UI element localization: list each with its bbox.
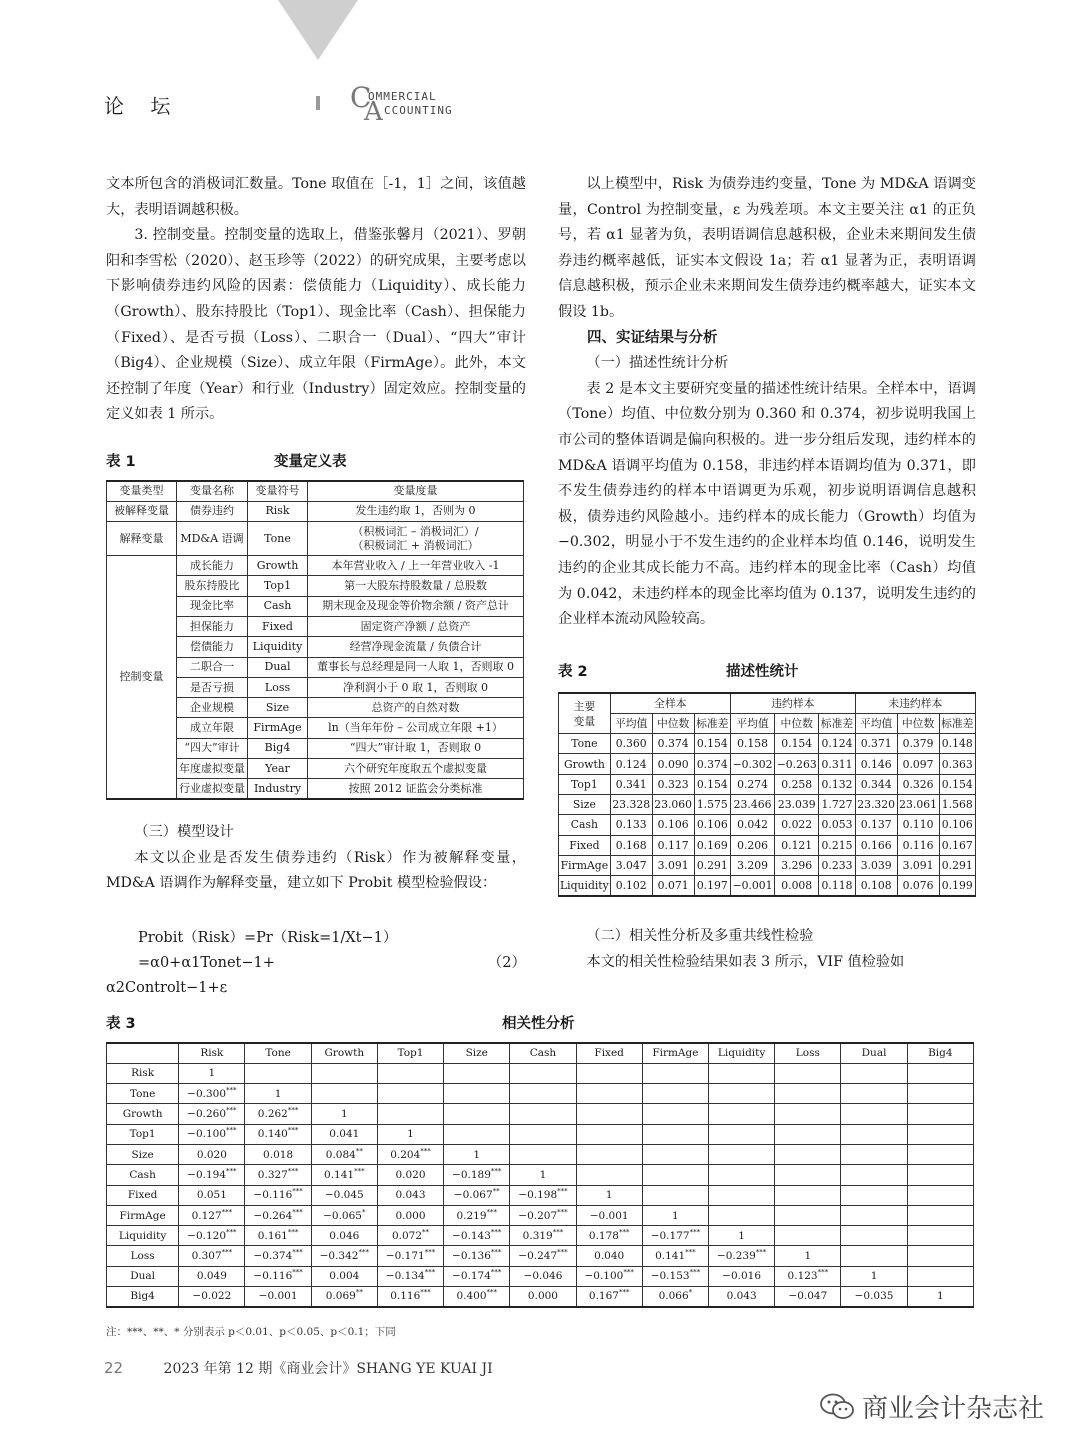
table-cell: 1 [179,1063,245,1083]
table-cell: 0.018 [245,1144,311,1164]
table-cell: 0.258 [775,774,819,794]
table-cell [245,1063,311,1083]
table-cell: 0.219*** [444,1205,510,1225]
table-row [559,754,976,774]
table-cell: 0.022 [775,815,819,835]
table-cell: 0.106 [694,815,730,835]
paragraph: 本文以企业是否发生债券违约（Risk）作为被解释变量，MD&A 语调作为解释变量，建立如下 Probit 模型检验假设： [106,849,526,892]
table-cell: −0.171*** [377,1246,443,1266]
table-cell: 0.166 [855,835,897,855]
wechat-brand [820,1388,1044,1425]
variable-definition-table: 变量类型 变量名称 变量符号 变量度量 被解释变量 债券违约 Risk 发生违约取 1，否则为 0 解释变量 MD&A 语调 Tone （积极词汇 – 消极词汇）/ （积极词汇 + 消极词汇） 控制变量 成长能力 Growth 本年营业收入 / 上一年营业收入 -1 股东持股比 Top1 第一大股东持股数量 / 总股数 现金比率 Cash 期末现金及现金等价物余额 / 资产总计 担保能力 Fixed 固定资产净额 / 总资产 偿债能力 Liquidity 经营净现金流量 / 负债合计 二职合一 Dual 董事长与总经理是同一人取 1，否则取 0 是否亏损 Loss 净利润小于 0 取 1，否则取 0 企业规模 Size 总资产的自然对数 成立年限 FirmAge ln（当年年份 – 公司成立年限 +1） “四大”审计 Big4 “四大”审计取 1，否则取 0 年度虚拟变量 Year 六个研究年度取五个虚拟变量 行业虚拟变量 Industry 按照 2012 证监会分类标准 [106,480,524,800]
table-cell: −0.001 [245,1287,311,1307]
table-cell: 0.116*** [377,1287,443,1307]
table-cell [444,1104,510,1124]
table-cell [775,1124,841,1144]
table-cell: −0.134*** [377,1266,443,1286]
table-row [107,1104,974,1124]
section-heading: 四、实证结果与分析 [587,329,718,346]
table-cell: 0.154 [694,734,730,754]
table-cell [841,1104,907,1124]
subsection-heading: （三）模型设计 [134,824,234,840]
table-cell: 0.204*** [377,1144,443,1164]
table-cell: 0.323 [652,774,694,794]
table-cell: 23.328 [610,794,652,814]
probit-formula: Probit（Risk）=Pr（Risk=1/Xt−1）=α0+α1Tonet−1+ α2Controlt−1+ε （2） [106,930,526,996]
table-cell: 0.371 [855,734,897,754]
table-cell: 0.262*** [245,1104,311,1124]
table-cell: 1 [841,1266,907,1286]
table-cell: 0.000 [510,1287,576,1307]
table-cell: −0.035 [841,1287,907,1307]
column-header: Fixed [576,1043,642,1063]
table-cell: −0.047 [775,1287,841,1307]
table-cell: 0.040 [576,1246,642,1266]
table-row [107,1165,974,1185]
column-header: Cash [510,1043,576,1063]
table-cell: 0.084** [311,1144,377,1164]
table-cell: −0.067** [444,1185,510,1205]
page-footer [104,1358,493,1378]
table-cell: −0.100*** [179,1124,245,1144]
table-cell: 0.374 [652,734,694,754]
right-column [558,172,976,633]
table-cell: 0.127*** [179,1205,245,1225]
table-row [107,1144,974,1164]
table-cell: 0.124 [610,754,652,774]
table-cell [642,1104,708,1124]
table-cell: 0.141*** [311,1165,377,1185]
table-cell: 0.326 [897,774,939,794]
table-cell: −0.016 [709,1266,775,1286]
table-cell [377,1084,443,1104]
table-cell: 0.116 [897,835,939,855]
table-cell: 0.043 [709,1287,775,1307]
table-cell [841,1226,907,1246]
column-header: Size [444,1043,510,1063]
table-cell: −0.116*** [245,1266,311,1286]
table-row [559,815,976,835]
table-cell [576,1144,642,1164]
table-cell: 0.161*** [245,1226,311,1246]
table-cell: 3.296 [775,855,819,875]
table-cell: 0.167 [939,835,975,855]
table-cell [709,1104,775,1124]
table-row [107,1266,974,1286]
table-cell: 0.215 [819,835,855,855]
table-cell: 0.041 [311,1124,377,1144]
table-cell: 0.168 [610,835,652,855]
row-label: Cash [559,815,611,835]
column-header: Tone [245,1043,311,1063]
table-cell [444,1124,510,1144]
row-label: Big4 [107,1287,179,1307]
row-label: Fixed [559,835,611,855]
table-cell: 0.154 [775,734,819,754]
table-cell: 1.727 [819,794,855,814]
table-cell: −0.174*** [444,1266,510,1286]
table-cell: 0.106 [652,815,694,835]
table-cell: 0.374 [694,754,730,774]
table-cell: 0.071 [652,876,694,896]
table-cell [841,1144,907,1164]
page-number: 22 [104,1359,124,1377]
table-cell: −0.260*** [179,1104,245,1124]
table-cell [311,1084,377,1104]
table-cell: 0.140*** [245,1124,311,1144]
table-cell: 0.076 [897,876,939,896]
table-cell [510,1124,576,1144]
table-cell [775,1185,841,1205]
table-cell: −0.001 [576,1205,642,1225]
table-cell [907,1063,973,1083]
table-cell: 0.197 [694,876,730,896]
table-cell [841,1185,907,1205]
table-cell: 0.090 [652,754,694,774]
subsection-heading: （一）描述性统计分析 [586,355,729,372]
table-cell: 1 [642,1205,708,1225]
brand-name: 商业会计杂志社 [861,1394,1044,1424]
table-cell: 0.121 [775,835,819,855]
table-cell [841,1165,907,1185]
row-label: Liquidity [107,1226,179,1246]
journal-logo: C OMMERCIAL A CCOUNTING [350,81,453,127]
table-cell: 1 [245,1084,311,1104]
table-cell: 1 [709,1226,775,1246]
table-cell [775,1144,841,1164]
table-cell: 1.568 [939,794,975,814]
table-row [559,734,976,754]
row-label: Tone [559,734,611,754]
paragraph: 本文的相关性检验结果如表 3 所示，VIF 值检验如 [586,953,905,970]
table-cell [775,1226,841,1246]
table-cell: 0.118 [819,876,855,896]
table-cell [709,1165,775,1185]
table-cell: 0.311 [819,754,855,774]
table-cell [841,1063,907,1083]
table-cell [907,1205,973,1225]
row-label: Growth [559,754,611,774]
row-label: Risk [107,1063,179,1083]
table-cell [907,1104,973,1124]
table-cell [510,1084,576,1104]
table-cell: 0.233 [819,855,855,875]
table-cell: −0.342*** [311,1246,377,1266]
table-row [559,794,976,814]
row-label: Size [559,794,611,814]
row-label: Top1 [107,1124,179,1144]
table-row [107,1084,974,1104]
table-cell: 0.042 [730,815,774,835]
table-cell: 0.043 [377,1185,443,1205]
table-cell [642,1124,708,1144]
table-cell [709,1185,775,1205]
table-cell [775,1084,841,1104]
table-cell: 0.206 [730,835,774,855]
table-cell: 3.039 [855,855,897,875]
left-column-lower [106,820,526,897]
table-cell: −0.116*** [245,1185,311,1205]
table-row [107,1287,974,1307]
table-cell: 0.341 [610,774,652,794]
table-cell [841,1124,907,1144]
table-cell: −0.247*** [510,1246,576,1266]
table-cell: −0.198*** [510,1185,576,1205]
section-title: 论 坛 [104,94,181,118]
table-row [559,835,976,855]
table-cell [642,1144,708,1164]
header-triangle-decoration [278,0,358,60]
table-cell: 0.158 [730,734,774,754]
column-header: FirmAge [642,1043,708,1063]
table-cell: 0.379 [897,734,939,754]
column-header [107,1043,179,1063]
table-cell: 0.049 [179,1266,245,1286]
table-cell [907,1185,973,1205]
table-cell: 0.000 [377,1205,443,1225]
table-cell: −0.022 [179,1287,245,1307]
table-cell [709,1084,775,1104]
table-cell: −0.136*** [444,1246,510,1266]
table-cell: 0.072** [377,1226,443,1246]
table-row [107,1063,974,1083]
table-cell: −0.065* [311,1205,377,1225]
table-cell: 0.363 [939,754,975,774]
row-label: Growth [107,1104,179,1124]
table-cell [841,1084,907,1104]
table-cell: 0.319*** [510,1226,576,1246]
table-cell: 0.008 [775,876,819,896]
table-cell [377,1104,443,1124]
table-cell: 0.167*** [576,1287,642,1307]
row-label: FirmAge [107,1205,179,1225]
row-label: Fixed [107,1185,179,1205]
table-cell: 1 [444,1144,510,1164]
table-cell [510,1104,576,1124]
column-header: Top1 [377,1043,443,1063]
table-cell [576,1165,642,1185]
row-label: FirmAge [559,855,611,875]
table-cell [841,1246,907,1266]
table-cell: 0.132 [819,774,855,794]
table-cell [907,1246,973,1266]
table-cell: 0.053 [819,815,855,835]
table-cell [907,1144,973,1164]
row-label: Size [107,1144,179,1164]
row-label: Dual [107,1266,179,1286]
table-cell: −0.120*** [179,1226,245,1246]
table-cell: −0.189*** [444,1165,510,1185]
table-cell [576,1104,642,1124]
table-cell: 3.091 [652,855,694,875]
table-cell: 0.097 [897,754,939,774]
table-cell [642,1063,708,1083]
table-cell: 3.047 [610,855,652,875]
table-cell: 0.108 [855,876,897,896]
table-cell: 0.106 [939,815,975,835]
paragraph: 表 2 是本文主要研究变量的描述性统计结果。全样本中，语调（Tone）均值、中位数分别为 0.360 和 0.374，初步说明我国上市公司的整体语调是偏向积极的。进一步分组后发现，违约样本的 MD&A 语调平均值为 0.158，非违约样本语调均值为 0.371，即不发生债券违约的样本中语调更为乐观，初步说明语调信息越积极，债券违约风险越小。违约样本的成长能力（Growth）均值为 −0.302，明显小于不发生违约的企业样本均值 0.146，说明发生违约的企业其成长能力不高。违约样本的现金比率（Cash）均值为 0.042，未违约样本的现金比率均值为 0.137，说明发生违约的企业样本流动风险较高。 [558,380,976,628]
row-label: Tone [107,1084,179,1104]
table-cell: −0.300*** [179,1084,245,1104]
table-cell: 0.327*** [245,1165,311,1185]
table-cell: 3.091 [897,855,939,875]
correlation-table [106,1042,974,1308]
table-cell [642,1185,708,1205]
table-cell [907,1226,973,1246]
table-cell: 1 [576,1185,642,1205]
table-row [107,1205,974,1225]
table-cell [576,1124,642,1144]
table-cell: 23.320 [855,794,897,814]
table-cell: 1 [311,1104,377,1124]
table-cell: 0.141*** [642,1246,708,1266]
issue-info: 2023 年第 12 期《商业会计》SHANG YE KUAI JI [163,1361,493,1377]
table-cell [775,1063,841,1083]
table-cell: 1 [377,1124,443,1144]
table-cell: 0.133 [610,815,652,835]
table-cell: −0.100*** [576,1266,642,1286]
table-cell [709,1124,775,1144]
table-cell [907,1124,973,1144]
table-cell: 0.178*** [576,1226,642,1246]
table-cell: −0.046 [510,1266,576,1286]
table-cell: −0.153*** [642,1266,708,1286]
table-cell: 0.291 [939,855,975,875]
column-header: Dual [841,1043,907,1063]
table-cell: 0.124 [819,734,855,754]
left-column [106,172,526,428]
table-note: 注：***、**、* 分别表示 p＜0.01、p＜0.05、p＜0.1；下同 [106,1326,396,1338]
table-cell: 0.004 [311,1266,377,1286]
table-cell: −0.045 [311,1185,377,1205]
table-cell: 0.400*** [444,1287,510,1307]
table-cell [907,1165,973,1185]
table-cell: 0.274 [730,774,774,794]
table-cell: 0.020 [377,1165,443,1185]
table-cell: 23.039 [775,794,819,814]
table-cell: 1 [907,1287,973,1307]
row-label: Cash [107,1165,179,1185]
table-cell: 1 [510,1165,576,1185]
table-cell: −0.001 [730,876,774,896]
table-cell [775,1205,841,1225]
column-header: Loss [775,1043,841,1063]
table-cell [576,1063,642,1083]
table-cell: 1.575 [694,794,730,814]
table-cell [311,1063,377,1083]
table-cell: 3.209 [730,855,774,875]
descriptive-stats-table: 主要 变量 全样本 违约样本 未违约样本 平均值 中位数 标准差 平均值 中位数 标准差 平均值 中位数 标准差 Tone 0.360 0.374 0.154 0.158 0.154 0.124 0.371 0.379 0.148 Growth 0.124 0.090 0.374 −0.302 −0.263 0.311 0.146 0.097 0.363 Top1 0.341 0.323 0.154 0.274 0.258 0.132 0.344 0.326 0.154 Size 23.328 23.060 1.575 23.466 23.039 1.727 23.320 23.061 1.568 Cash 0.133 0.106 0.106 0.042 0.022 0.053 0.137 0.110 0.106 Fixed 0.168 0.117 0.169 0.206 0.121 0.215 0.166 0.116 0.167 FirmAge 3.047 3.091 0.291 3.209 3.296 0.233 3.039 3.091 0.291 Liquidity 0.102 0.071 0.197 −0.001 0.008 0.118 0.108 0.076 0.199 [558,692,976,897]
table-cell: −0.177*** [642,1226,708,1246]
paragraph: 以上模型中，Risk 为债券违约变量，Tone 为 MD&A 语调变量，Control 为控制变量，ε 为残差项。本文主要关注 α1 的正负号，若 α1 显著为负，表明语调信息越积极，企业未来期间发生债券违约概率越低，证实本文假设 1a；若 α1 显著为正，表明语调信息越积极，预示企业未来期间发生债券违约概率越大，证实本文假设 1b。 [558,176,976,320]
table-row [107,1185,974,1205]
table-cell: 0.154 [939,774,975,794]
table-cell: 0.137 [855,815,897,835]
table-cell: 23.060 [652,794,694,814]
paragraph: 文本所包含的消极词汇数量。Tone 取值在［-1，1］之间，该值越大，表明语调越积极。 [106,176,526,218]
table-cell: 23.061 [897,794,939,814]
table-row [107,1246,974,1266]
table-row [107,1226,974,1246]
table-cell [510,1144,576,1164]
table-cell: 0.117 [652,835,694,855]
table-cell: 0.154 [694,774,730,794]
column-header: Growth [311,1043,377,1063]
table-cell [775,1104,841,1124]
table-cell: 0.307*** [179,1246,245,1266]
table-cell: 0.360 [610,734,652,754]
table-cell [510,1063,576,1083]
table-cell [576,1084,642,1104]
table-cell: −0.263 [775,754,819,774]
table-cell: −0.194*** [179,1165,245,1185]
subsection-heading: （二）相关性分析及多重共线性检验 [586,928,814,944]
row-label: Liquidity [559,876,611,896]
table-cell [775,1165,841,1185]
table-cell: 0.051 [179,1185,245,1205]
table-cell: 0.148 [939,734,975,754]
table-cell: −0.207*** [510,1205,576,1225]
header-divider [316,96,320,110]
table-cell: −0.374*** [245,1246,311,1266]
table-cell [709,1205,775,1225]
table-cell: 0.066* [642,1287,708,1307]
table-cell [907,1266,973,1286]
table-cell: −0.143*** [444,1226,510,1246]
column-header: Liquidity [709,1043,775,1063]
table-cell: 0.344 [855,774,897,794]
table-row [559,876,976,896]
table-cell [907,1084,973,1104]
table-cell: 0.291 [694,855,730,875]
table-cell: 0.046 [311,1226,377,1246]
table-cell: 0.110 [897,815,939,835]
table-cell: 23.466 [730,794,774,814]
right-column-lower [558,924,976,975]
row-label: Top1 [559,774,611,794]
table-cell: 0.020 [179,1144,245,1164]
table-cell: −0.239*** [709,1246,775,1266]
table-cell: 0.169 [694,835,730,855]
table-cell [444,1063,510,1083]
table-cell [709,1144,775,1164]
table-cell [841,1205,907,1225]
table-cell [444,1084,510,1104]
wechat-icon [820,1393,854,1421]
table-cell: 0.069** [311,1287,377,1307]
table-cell [642,1165,708,1185]
table-row [559,855,976,875]
table-cell: 0.102 [610,876,652,896]
table-row [559,774,976,794]
paragraph: 3. 控制变量。控制变量的选取上，借鉴张馨月（2021）、罗朝阳和李雪松（2020）、赵玉珍等（2022）的研究成果，主要考虑以下影响债券违约风险的因素：偿债能力（Liquidity）、成长能力（Growth）、股东持股比（Top1）、现金比率（Cash）、担保能力（Fixed）、是否亏损（Loss）、二职合一（Dual）、“四大”审计（Big4）、企业规模（Size）、成立年限（FirmAge）。此外，本文还控制了年度（Year）和行业（Industry）固定效应。控制变量的定义如表 1 所示。 [106,227,526,423]
table-cell [642,1084,708,1104]
table-cell [377,1063,443,1083]
table-cell: 0.146 [855,754,897,774]
column-header: Big4 [907,1043,973,1063]
column-header: Risk [179,1043,245,1063]
table-cell: 1 [775,1246,841,1266]
table-row [107,1124,974,1144]
row-label: Loss [107,1246,179,1266]
table-cell: −0.302 [730,754,774,774]
table-cell: −0.264*** [245,1205,311,1225]
table-cell [709,1063,775,1083]
table-cell: 0.199 [939,876,975,896]
table-cell: 0.123*** [775,1266,841,1286]
